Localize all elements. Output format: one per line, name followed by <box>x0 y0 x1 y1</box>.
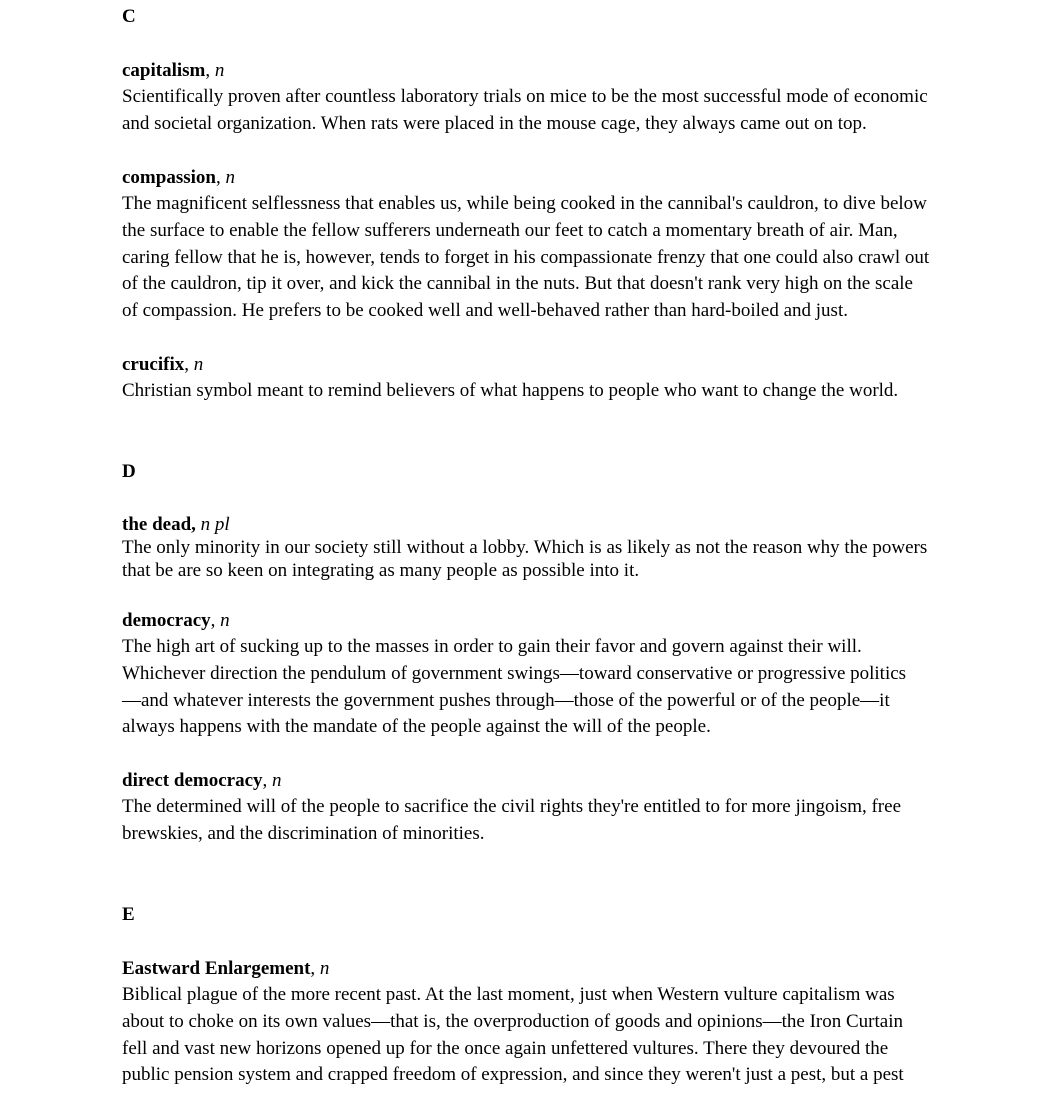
part-of-speech: n <box>193 354 204 375</box>
part-of-speech: n <box>319 958 330 979</box>
entry-definition: The determined will of the people to sacrifice the civil rights they're entitled to for more jingoism, free brewskies, and the discrimination of minorities. <box>122 796 901 844</box>
entry-term: the dead, <box>122 514 196 535</box>
section-letter-e: E <box>122 904 135 925</box>
entry-definition: Biblical plague of the more recent past. At the last moment, just when Western vulture capitalism was about to choke on its own values—that is, the overproduction of goods and opinions—the Iron Curtain fell and vast new horizons opened up for the once again unfettered vultures. There they devoured the public pension system and crapped freedom of expression, and since they weren't just a pest, but a pest <box>122 984 904 1086</box>
entry-capitalism <box>122 58 928 138</box>
entry-term: crucifix <box>122 354 185 375</box>
entry-heading <box>122 512 922 538</box>
entry-definition: The only minority in our society still without a lobby. Which is as likely as not the reason why the powers that be are so keen on integrating as many people as possible into it. <box>122 537 928 581</box>
entry-definition: Scientifically proven after countless laboratory trials on mice to be the most successful mode of economic and societal organization. When rats were placed in the mouse cage, they always came out on top. <box>122 86 928 134</box>
entry-heading: crucifix, n <box>122 354 204 375</box>
part-of-speech: n <box>272 770 282 791</box>
section-letter-d: D <box>122 461 136 482</box>
entry-compassion <box>122 165 930 325</box>
part-of-speech: n <box>225 167 235 188</box>
part-of-speech: n <box>220 610 230 631</box>
part-of-speech: n pl <box>200 514 230 535</box>
entry-heading: direct democracy, n <box>122 770 282 791</box>
entry-definition: The high art of sucking up to the masses in order to gain their favor and govern against their will. Whichever direction the pendulum of government swings—toward conservative or progressive politics —and whatever interests the government pushes through—those of the powerful or of the people—it always happens with the mandate of the people against the will of the people. <box>122 636 907 738</box>
entry-term: direct democracy <box>122 770 263 791</box>
entry-eastward-enlargement <box>122 956 922 1089</box>
entry-term: capitalism <box>122 60 206 81</box>
entry-direct-democracy <box>122 768 922 848</box>
entry-crucifix <box>122 352 922 405</box>
entry-the-dead <box>122 512 928 582</box>
entry-heading: democracy, n <box>122 610 230 631</box>
entry-democracy <box>122 608 922 741</box>
entry-heading: capitalism, n <box>122 60 225 81</box>
entry-term: Eastward Enlargement <box>122 958 311 979</box>
entry-definition: Christian symbol meant to remind believers of what happens to people who want to change the world. <box>122 380 899 401</box>
part-of-speech: n <box>214 60 225 81</box>
entry-heading: compassion, n <box>122 167 235 188</box>
entry-term: democracy <box>122 610 211 631</box>
entry-definition: The magnificent selflessness that enables us, while being cooked in the cannibal's cauldron, to dive below the surface to enable the fellow sufferers underneath our feet to catch a momentary breath of air. Man, caring fellow that he is, however, tends to forget in his compassionate frenzy that one could also crawl out of the cauldron, tip it over, and kick the cannibal in the nuts. But that doesn't rank very high on the scale of compassion. He prefers to be cooked well and well-behaved rather than hard-boiled and just. <box>122 193 930 322</box>
entry-heading: Eastward Enlargement, n <box>122 958 330 979</box>
section-letter-c: C <box>122 6 136 27</box>
entry-term: compassion <box>122 167 216 188</box>
